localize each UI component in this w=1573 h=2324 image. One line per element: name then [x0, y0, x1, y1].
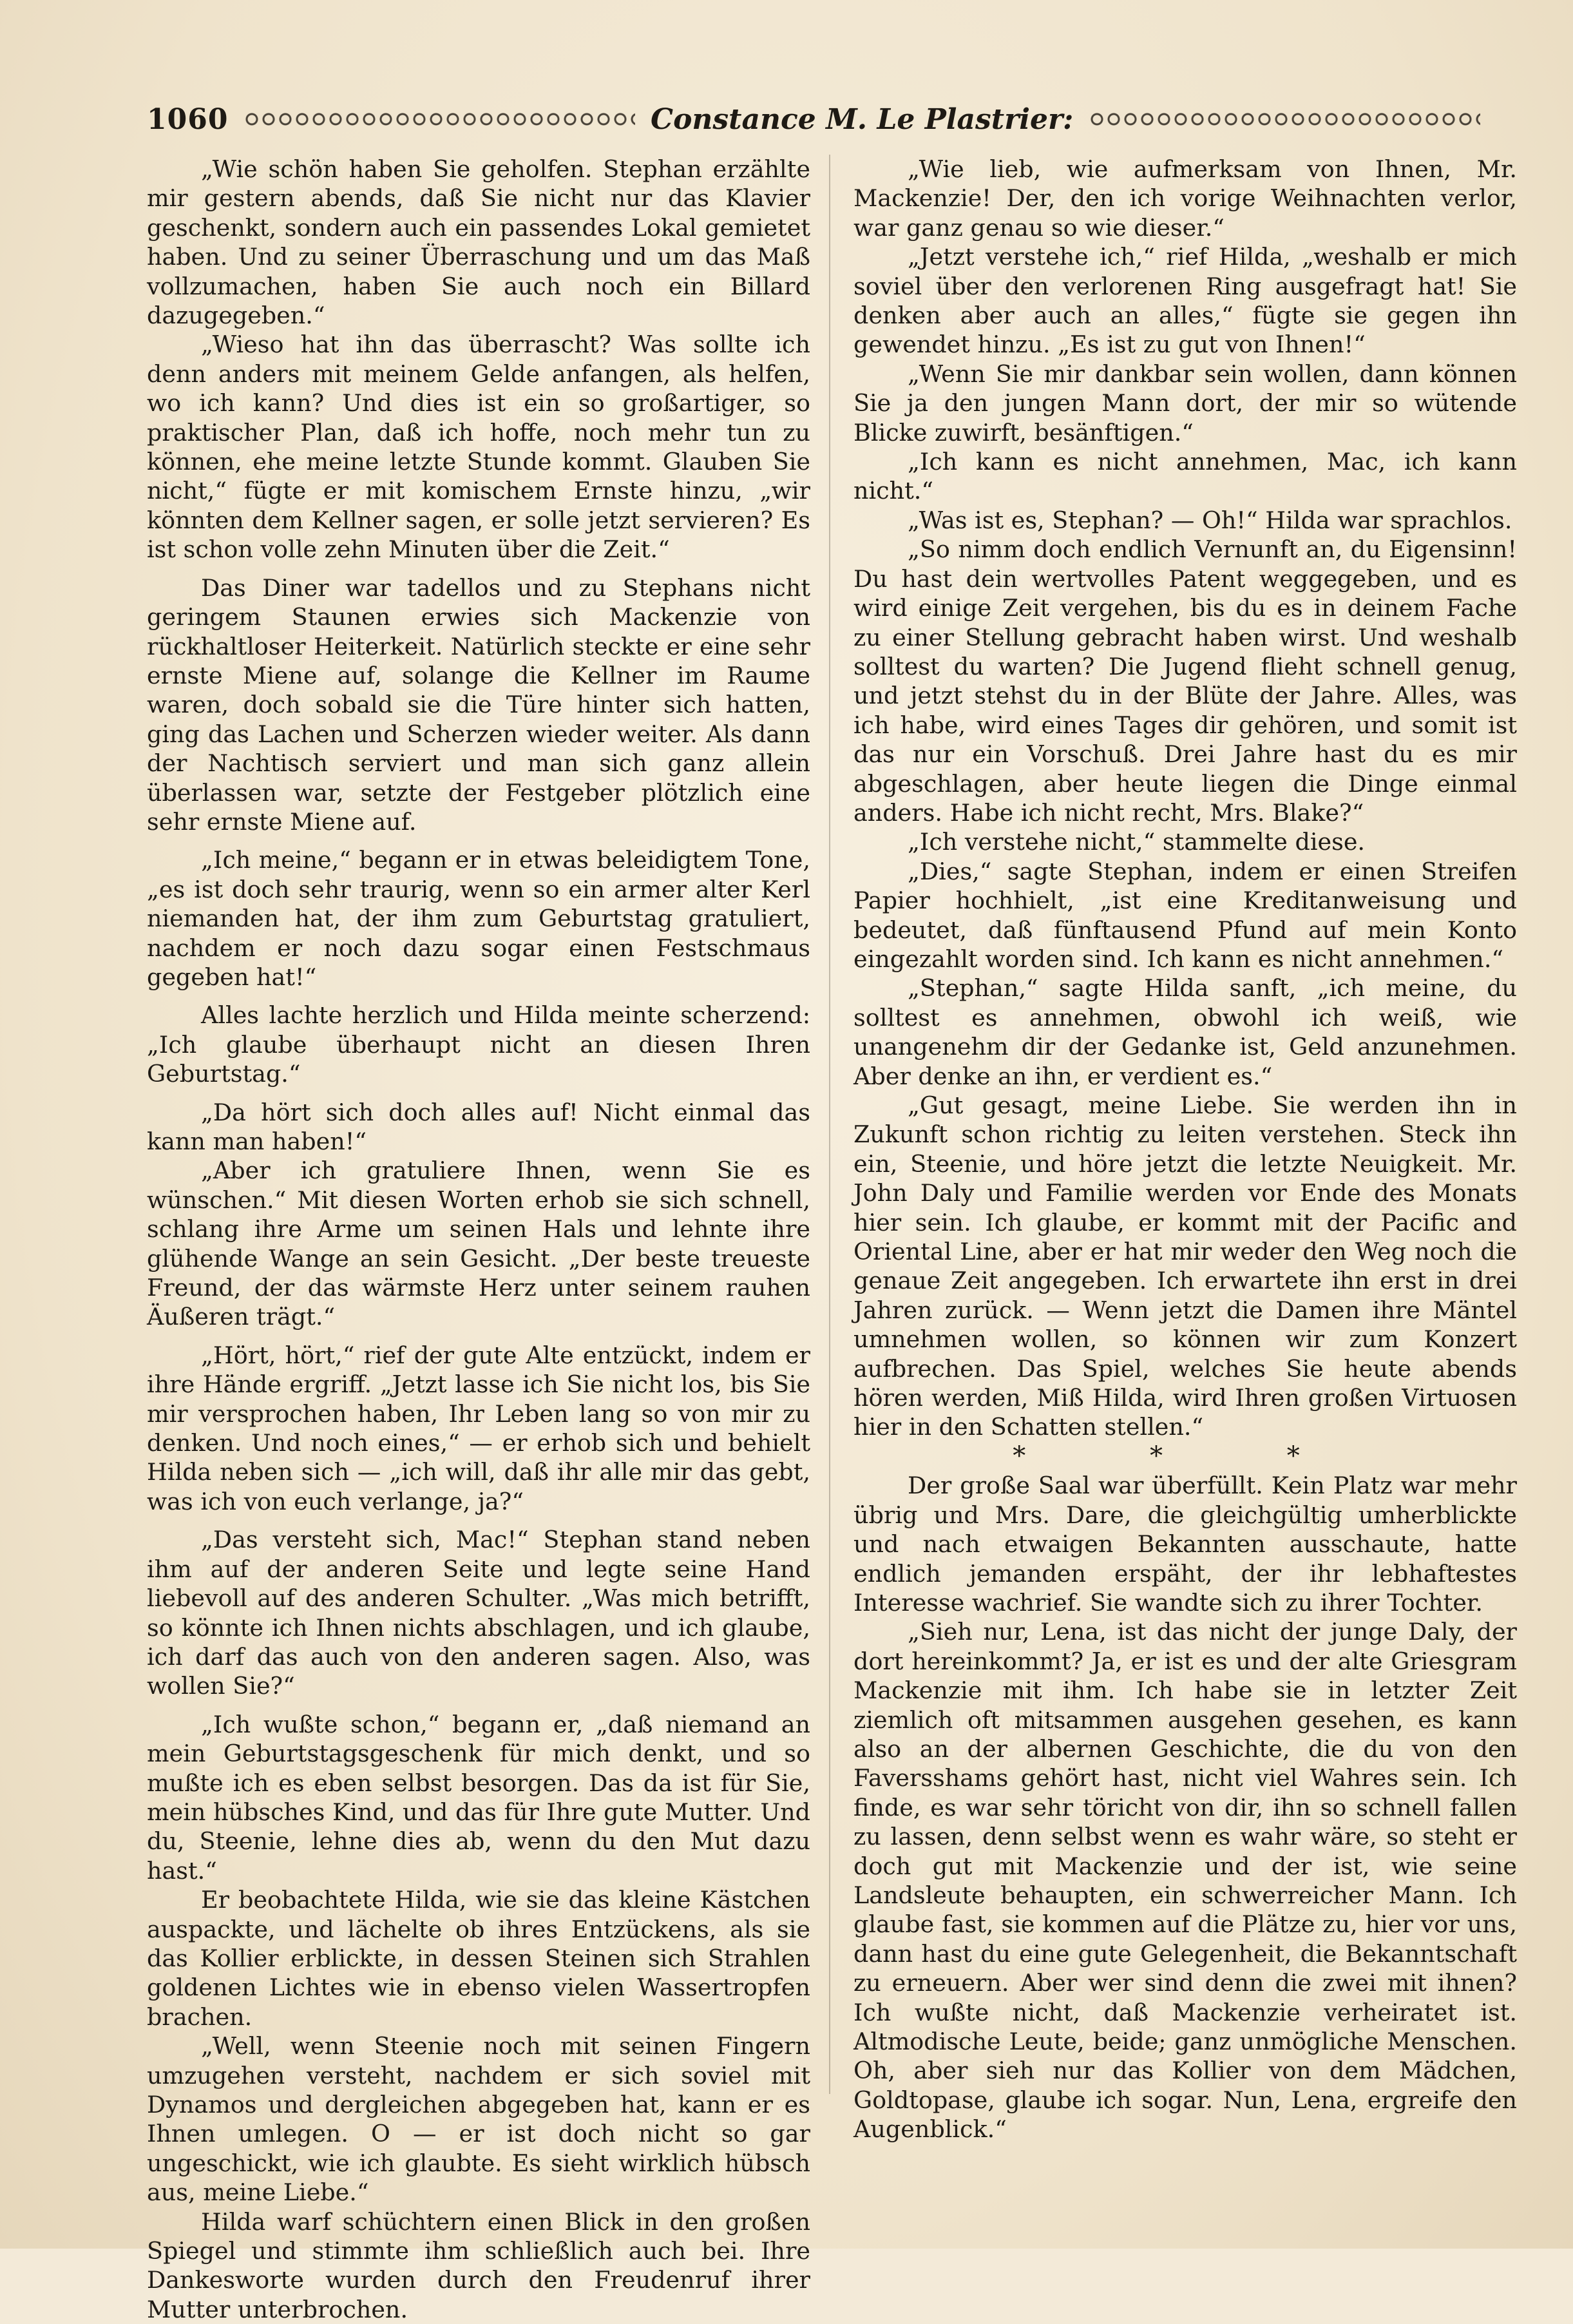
right-column [853, 155, 1517, 2144]
paragraph: „Gut gesagt, meine Liebe. Sie werden ihn in Zukunft schon richtig zu leiten verstehen. Steck ihn ein, Steenie, und höre jetzt die letzte Neuigkeit. Mr. John Daly und Familie werden vor Ende des Monats hier sein. Ich glaube, er kommt mit der Pacific and Oriental Line, aber er hat mir weder den Weg noch die genaue Zeit angegeben. Ich erwartete ihn erst in drei Jahren zurück. — Wenn jetzt die Damen ihre Mäntel umnehmen wollen, so können wir zum Konzert aufbrechen. Das Spiel, welches Sie heute abends hören werden, Miß Hilda, wird Ihren großen Virtuosen hier in den Schatten stellen.“ [853, 1091, 1517, 1441]
paragraph: Er beobachtete Hilda, wie sie das kleine Kästchen auspackte, und lächelte ob ihres Entzückens, als sie das Kollier erblickte, in dessen Steinen sich Strahlen goldenen Lichtes wie in ebenso vielen Wassertropfen brachen. [147, 1886, 810, 2031]
page-header [147, 97, 1480, 142]
paragraph: „Ich meine,“ begann er in etwas beleidigtem Tone, „es ist doch sehr traurig, wenn so ein armer alter Kerl niemanden hat, der ihm zum Geburtstag gratuliert, nachdem er noch dazu sogar einen Festschmaus gegeben hat!“ [147, 846, 810, 991]
paragraph: „Wie schön haben Sie geholfen. Stephan erzählte mir gestern abends, daß Sie nicht nur das Klavier geschenkt, sondern auch ein passendes Lokal gemietet haben. Und zu seiner Überraschung und um das Maß vollzumachen, haben Sie auch noch ein Billard dazugegeben.“ [147, 155, 810, 330]
column-divider [829, 155, 830, 2094]
ornament-rule-left [243, 111, 635, 128]
paragraph: „Wie lieb, wie aufmerksam von Ihnen, Mr. Mackenzie! Der, den ich vorige Weihnachten verlor, war ganz genau so wie dieser.“ [853, 155, 1517, 242]
paragraph: „Hört, hört,“ rief der gute Alte entzückt, indem er ihre Hände ergriff. „Jetzt lasse ich Sie nicht los, bis Sie mir versprochen haben, Ihr Leben lang so von mir zu denken. Und noch eines,“ — er erhob sich und behielt Hilda neben sich — „ich will, daß ihr alle mir das gebt, was ich von euch verlange, ja?“ [147, 1341, 810, 1515]
paragraph: Das Diner war tadellos und zu Stephans nicht geringem Staunen erwies sich Mackenzie von rückhaltloser Heiterkeit. Natürlich steckte er eine sehr ernste Miene auf, solange die Kellner im Raume waren, doch sobald sie die Türe hinter sich hatten, ging das Lachen und Scherzen wieder weiter. Als dann der Nachtisch serviert und man sich ganz allein überlassen war, setzte der Festgeber plötzlich eine sehr ernste Miene auf. [147, 573, 810, 836]
paragraph: „Jetzt verstehe ich,“ rief Hilda, „weshalb er mich soviel über den verlorenen Ring ausgefragt hat! Sie denken aber auch an alles,“ fügte sie gegen ihn gewendet hinzu. „Es ist zu gut von Ihnen!“ [853, 243, 1517, 359]
paragraph: „Sieh nur, Lena, ist das nicht der junge Daly, der dort hereinkommt? Ja, er ist es und der alte Griesgram Mackenzie mit ihm. Ich habe sie in letzter Zeit ziemlich oft mitsammen ausgehen gesehen, es kann also an der albernen Geschichte, die du von den Faversshams gehört hast, nicht viel Wahres sein. Ich finde, es war sehr töricht von dir, ihn so schnell fallen zu lassen, denn selbst wenn es wahr wäre, so steht er doch gut mit Mackenzie und der ist, wie seine Landsleute behaupten, ein schwerreicher Mann. Ich glaube fast, sie kommen auf die Plätze zu, hier vor uns, dann hast du eine gute Gelegenheit, die Bekanntschaft zu erneuern. Aber wer sind denn die zwei mit ihnen? Ich wußte nicht, daß Mackenzie verheiratet ist. Altmodische Leute, beide; ganz unmögliche Menschen. Oh, aber sieh nur das Kollier von dem Mädchen, Goldtopase, glaube ich sogar. Nun, Lena, ergreife den Augenblick.“ [853, 1618, 1517, 2144]
paragraph: „Wenn Sie mir dankbar sein wollen, dann können Sie ja den jungen Mann dort, der mir so wütende Blicke zuwirft, besänftigen.“ [853, 360, 1517, 447]
paragraph: „Stephan,“ sagte Hilda sanft, „ich meine, du solltest es annehmen, obwohl ich weiß, wie unangenehm dir der Gedanke ist, Geld anzunehmen. Aber denke an ihn, er verdient es.“ [853, 974, 1517, 1090]
paragraph: „So nimm doch endlich Vernunft an, du Eigensinn! Du hast dein wertvolles Patent weggegeben, und es wird einige Zeit vergehen, bis du es in deinem Fache zu einer Stellung gebracht haben wirst. Und weshalb solltest du warten? Die Jugend flieht schnell genug, und jetzt stehst du in der Blüte der Jahre. Alles, was ich habe, wird eines Tages dir gehören, und somit ist das nur ein Vorschuß. Drei Jahre hast du es mir abgeschlagen, aber heute liegen die Dinge einmal anders. Habe ich nicht recht, Mrs. Blake?“ [853, 535, 1517, 827]
left-column [147, 155, 810, 2324]
ornament-rule-right [1089, 111, 1480, 128]
paragraph: Hilda warf schüchtern einen Blick in den großen Spiegel und stimmte ihm schließlich auch bei. Ihre Dankesworte wurden durch den Freudenruf ihrer Mutter unterbrochen. [147, 2207, 810, 2323]
paragraph: Alles lachte herzlich und Hilda meinte scherzend: „Ich glaube überhaupt nicht an diesen Ihren Geburtstag.“ [147, 1001, 810, 1088]
paragraph: „Wieso hat ihn das überrascht? Was sollte ich denn anders mit meinem Gelde anfangen, als helfen, wo ich kann? Und dies ist ein so großartiger, so praktischer Plan, daß ich hoffe, noch mehr tun zu können, ehe meine letzte Stunde kommt. Glauben Sie nicht,“ fügte er mit komischem Ernste hinzu, „wir könnten dem Kellner sagen, er solle jetzt servieren? Es ist schon volle zehn Minuten über die Zeit.“ [147, 331, 810, 564]
paragraph: „Ich kann es nicht annehmen, Mac, ich kann nicht.“ [853, 448, 1517, 505]
paragraph: „Aber ich gratuliere Ihnen, wenn Sie es wünschen.“ Mit diesen Worten erhob sie sich schnell, schlang ihre Arme um seinen Hals und lehnte ihre glühende Wange an sein Gesicht. „Der beste treueste Freund, der das wärmste Herz unter seinem rauhen Äußeren trägt.“ [147, 1157, 810, 1331]
page-number: 1060 [147, 102, 229, 136]
paragraph: „Well, wenn Steenie noch mit seinen Fingern umzugehen versteht, nachdem er sich soviel mit Dynamos und dergleichen abgegeben hat, kann er es Ihnen umlegen. O — er ist doch nicht so gar ungeschickt, wie ich glaubte. Es sieht wirklich hübsch aus, meine Liebe.“ [147, 2032, 810, 2207]
paragraph: „Da hört sich doch alles auf! Nicht einmal das kann man haben!“ [147, 1098, 810, 1155]
paragraph: „Was ist es, Stephan? — Oh!“ Hilda war sprachlos. [908, 506, 1512, 534]
running-title: Constance M. Le Plastrier: [651, 102, 1074, 136]
paragraph: Der große Saal war überfüllt. Kein Platz war mehr übrig und Mrs. Dare, die gleichgültig umherblickte und nach etwaigen Bekannten ausschaute, hatte endlich jemanden erspäht, der ihr lebhaftestes Interesse wachrief. Sie wandte sich zu ihrer Tochter. [853, 1472, 1517, 1617]
paragraph: „Dies,“ sagte Stephan, indem er einen Streifen Papier hochhielt, „ist eine Kreditanweisung und bedeutet, daß fünftausend Pfund auf mein Konto eingezahlt worden sind. Ich kann es nicht annehmen.“ [853, 857, 1517, 973]
paragraph: „Ich wußte schon,“ begann er, „daß niemand an mein Geburtstagsgeschenk für mich denkt, und so mußte ich es eben selbst besorgen. Das da ist für Sie, mein hübsches Kind, und das für Ihre gute Mutter. Und du, Steenie, lehne dies ab, wenn du den Mut dazu hast.“ [147, 1710, 810, 1885]
paragraph: „Das versteht sich, Mac!“ Stephan stand neben ihm auf der anderen Seite und legte seine Hand liebevoll auf des anderen Schulter. „Was mich betrifft, so könnte ich Ihnen nichts abschlagen, und ich glaube, ich darf das auch von den anderen sagen. Also, was wollen Sie?“ [147, 1526, 810, 1700]
section-break-asterism: * * * [1013, 1441, 1358, 1471]
paragraph: „Ich verstehe nicht,“ stammelte diese. [908, 828, 1366, 856]
